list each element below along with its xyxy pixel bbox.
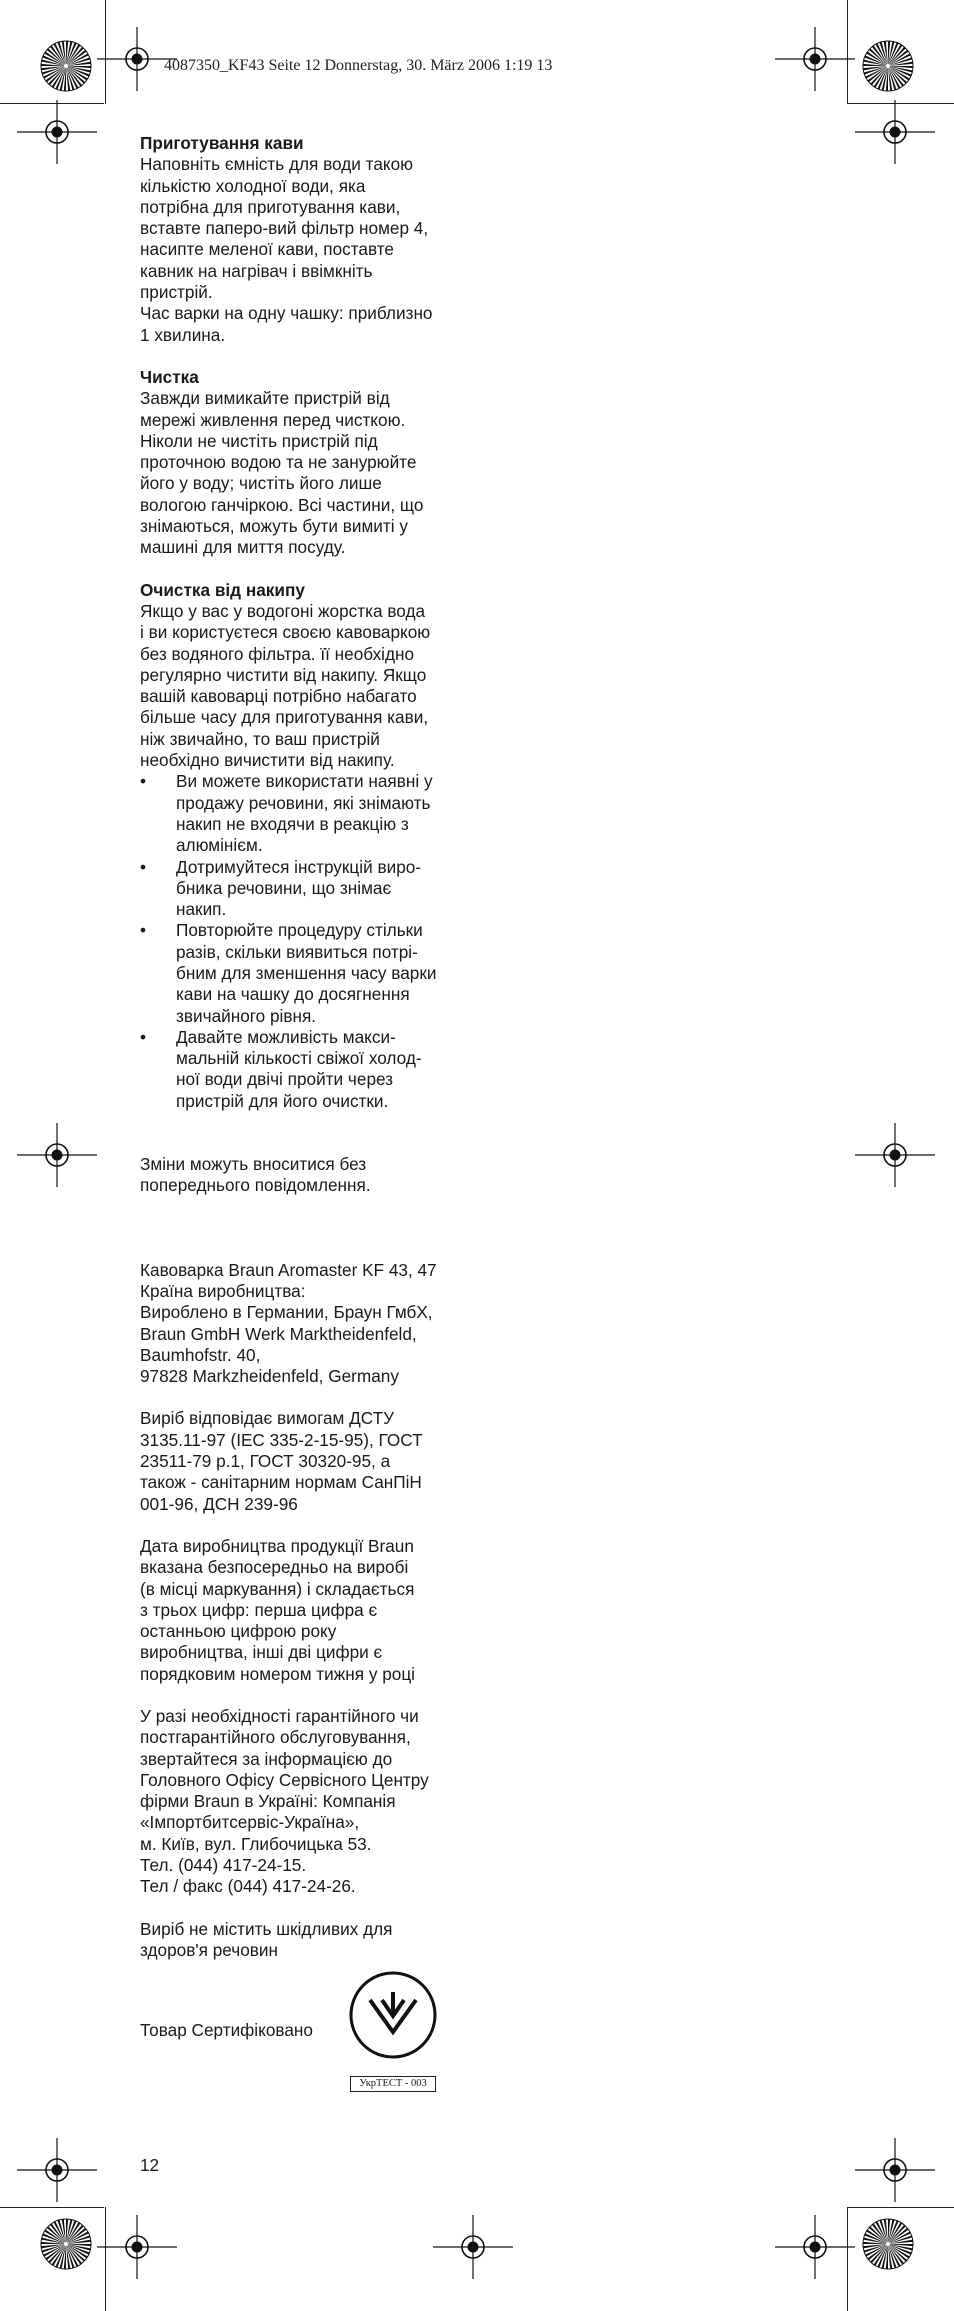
section-body [140,1154,480,1197]
section-descaling [140,580,480,1112]
bullet-item [140,857,480,921]
crop-line [0,2207,104,2208]
text-line: проточною водою та не занурюйте [140,452,417,473]
text-line: Виріб відповідає вимогам ДСТУ [140,1408,395,1429]
text-line: Дата виробництва продукції Braun [140,1535,414,1556]
text-line: 001-96, ДСН 239-96 [140,1493,298,1514]
bullet-item [140,771,480,856]
text-line: Braun GmbH Werk Marktheidenfeld, [140,1323,417,1344]
section-heading: Приготування кави [140,133,304,153]
text-line: (в місці маркування) і складається [140,1578,415,1599]
text-line: ніж звичайно, то ваш пристрій [140,728,380,749]
text-line: вашій кавоварці потрібно набагато [140,686,417,707]
section-changes-notice [140,1154,480,1197]
section-body [140,1536,480,1685]
text-line: «Імпортбитсервіс-Україна», [140,1812,360,1833]
text-line: Baumhofstr. 40, [140,1344,261,1365]
starburst-target-icon [40,40,92,92]
text-line: Кавоварка Braun Aromaster KF 43, 47 [140,1259,437,1280]
registration-mark-icon [855,2138,935,2202]
text-line: Час варки на одну чашку: приблизно [140,303,433,324]
text-line: необхідно вичистити від накипу. [140,750,395,771]
text-line: регулярно чистити від накипу. Якщо [140,664,427,685]
section-manufacturer [140,1260,480,1388]
text-line: Тел. (044) 417-24-15. [140,1855,307,1876]
text-line: виробництва, інші дві цифри є [140,1642,383,1663]
text-line: Виріб не містить шкідливих для [140,1918,393,1939]
section-body [140,1408,480,1514]
text-line: останньою цифрою року [140,1621,337,1642]
text-line: продажу речовини, які знімають [176,792,431,813]
text-line: бним для зменшення часу варки [176,962,437,983]
text-line: пристрій для його очистки. [176,1090,389,1111]
text-line: і ви користуєтеся своєю кавоваркою [140,622,431,643]
text-line: 23511-79 р.1, ГОСТ 30320-95, а [140,1451,391,1472]
starburst-target-icon [862,40,914,92]
text-line: Головного Офісу Сервісного Центру [140,1769,429,1790]
text-line: кількістю холодної води, яка [140,175,366,196]
text-line: мальній кількості свіжої холод- [176,1048,422,1069]
text-line: знімаються, можуть бути вимиті у [140,516,408,537]
text-line: порядковим номером тижня у році [140,1663,415,1684]
section-body [140,388,480,558]
section-body [140,154,480,346]
text-line: мережі живлення перед чисткою. [140,409,406,430]
text-line: більше часу для приготування кави, [140,707,429,728]
bullet-item [140,1027,480,1112]
registration-mark-icon [17,2138,97,2202]
registration-mark-icon [855,100,935,164]
section-cleaning [140,367,480,559]
text-line: ної води двічі пройти через [176,1069,394,1090]
text-line: машині для миття посуду. [140,537,346,558]
section-coffee-preparation [140,133,480,346]
registration-mark-icon [97,2215,177,2279]
text-line: вказана безпосередньо на виробі [140,1557,409,1578]
text-line: разів, скільки виявиться потрі- [176,941,418,962]
section-service [140,1706,480,1898]
section-standards [140,1408,480,1514]
text-line: накип. [176,899,227,920]
text-line: Тел / факс (044) 417-24-26. [140,1876,356,1897]
crop-line [848,2207,954,2208]
text-line: Зміни можуть вноситися без [140,1154,367,1175]
certification-label: Товар Сертифіковано [140,2020,313,2040]
section-safety [140,1919,480,1962]
text-line: з трьох цифр: перша цифра є [140,1599,378,1620]
text-line: без водяного фільтра. її необхідно [140,643,415,664]
text-line: Країна виробництва: [140,1280,306,1301]
text-line: Вироблено в Германии, Браун ГмбХ, [140,1302,433,1323]
text-line: • Давайте можливість макси- [176,1026,396,1047]
text-line: вставте паперо-вий фільтр номер 4, [140,218,429,239]
text-line: Якщо у вас у водогоні жорстка вода [140,600,426,621]
text-line: його у воду; чистіть його лише [140,473,382,494]
text-line: фірми Braun в Україні: Компанія [140,1791,396,1812]
text-line: звичайного рівня. [176,1005,317,1026]
section-body [140,1706,480,1898]
registration-mark-icon [17,1123,97,1187]
text-line: насипте меленої кави, поставте [140,239,394,260]
text-line: вологою ганчіркою. Всі частини, що [140,494,424,515]
text-line: 97828 Markzheidenfeld, Germany [140,1366,399,1387]
section-heading: Очистка від накипу [140,579,305,600]
text-line: алюмінієм. [176,835,263,856]
text-line: здоров'я речовин [140,1939,278,1960]
text-line: 1 хвилина. [140,324,226,345]
registration-mark-icon [855,1123,935,1187]
section-heading: Чистка [140,366,199,387]
text-line: • Ви можете використати наявні у [176,771,433,792]
section-body [140,1260,480,1388]
main-text-column [140,133,480,1961]
registration-mark-icon [433,2215,513,2279]
text-line: накип не входячи в реакцію з [176,813,409,834]
ukrtest-conformity-mark-icon [348,1970,438,2060]
section-body [140,1919,480,1962]
text-line: 3135.11-97 (IEC 335-2-15-95), ГОСТ [140,1429,423,1450]
section-body [140,601,480,771]
text-line: • Повторюйте процедуру стільки [176,920,423,941]
registration-mark-icon [17,100,97,164]
text-line: постгарантійного обслуговування, [140,1727,411,1748]
text-line: Завжди вимикайте пристрій від [140,388,390,409]
text-line: кави на чашку до досягнення [176,984,410,1005]
text-line: кавник на нагрівач і ввімкніть [140,260,373,281]
text-line: Ніколи не чистіть пристрій під [140,430,378,451]
text-line: бника речовини, що знімає [176,877,392,898]
text-line: попереднього повідомлення. [140,1175,371,1196]
text-line: потрібна для приготування кави, [140,196,401,217]
text-line: Наповніть ємність для води такою [140,154,414,175]
registration-mark-icon [775,27,855,91]
text-line: У разі необхідності гарантійного чи [140,1706,419,1726]
text-line: також - санітарним нормам СанПіН [140,1472,422,1493]
text-line: • Дотримуйтеся інструкцій виро- [176,856,422,877]
registration-mark-icon [775,2215,855,2279]
print-slug-header: 4087350_KF43 Seite 12 Donnerstag, 30. März 2006 1:19 13 [164,57,553,74]
bullet-item [140,920,480,1026]
starburst-target-icon [862,2218,914,2270]
text-line: звертайтеся за інформацією до [140,1748,393,1769]
text-line: пристрій. [140,282,213,303]
page-number: 12 [140,2155,160,2175]
certification-code: УкрТЕСТ - 003 [350,2076,436,2092]
text-line: м. Київ, вул. Глибочицька 53. [140,1833,372,1854]
section-production-date [140,1536,480,1685]
starburst-target-icon [40,2218,92,2270]
descaling-bullet-list [140,771,480,1112]
